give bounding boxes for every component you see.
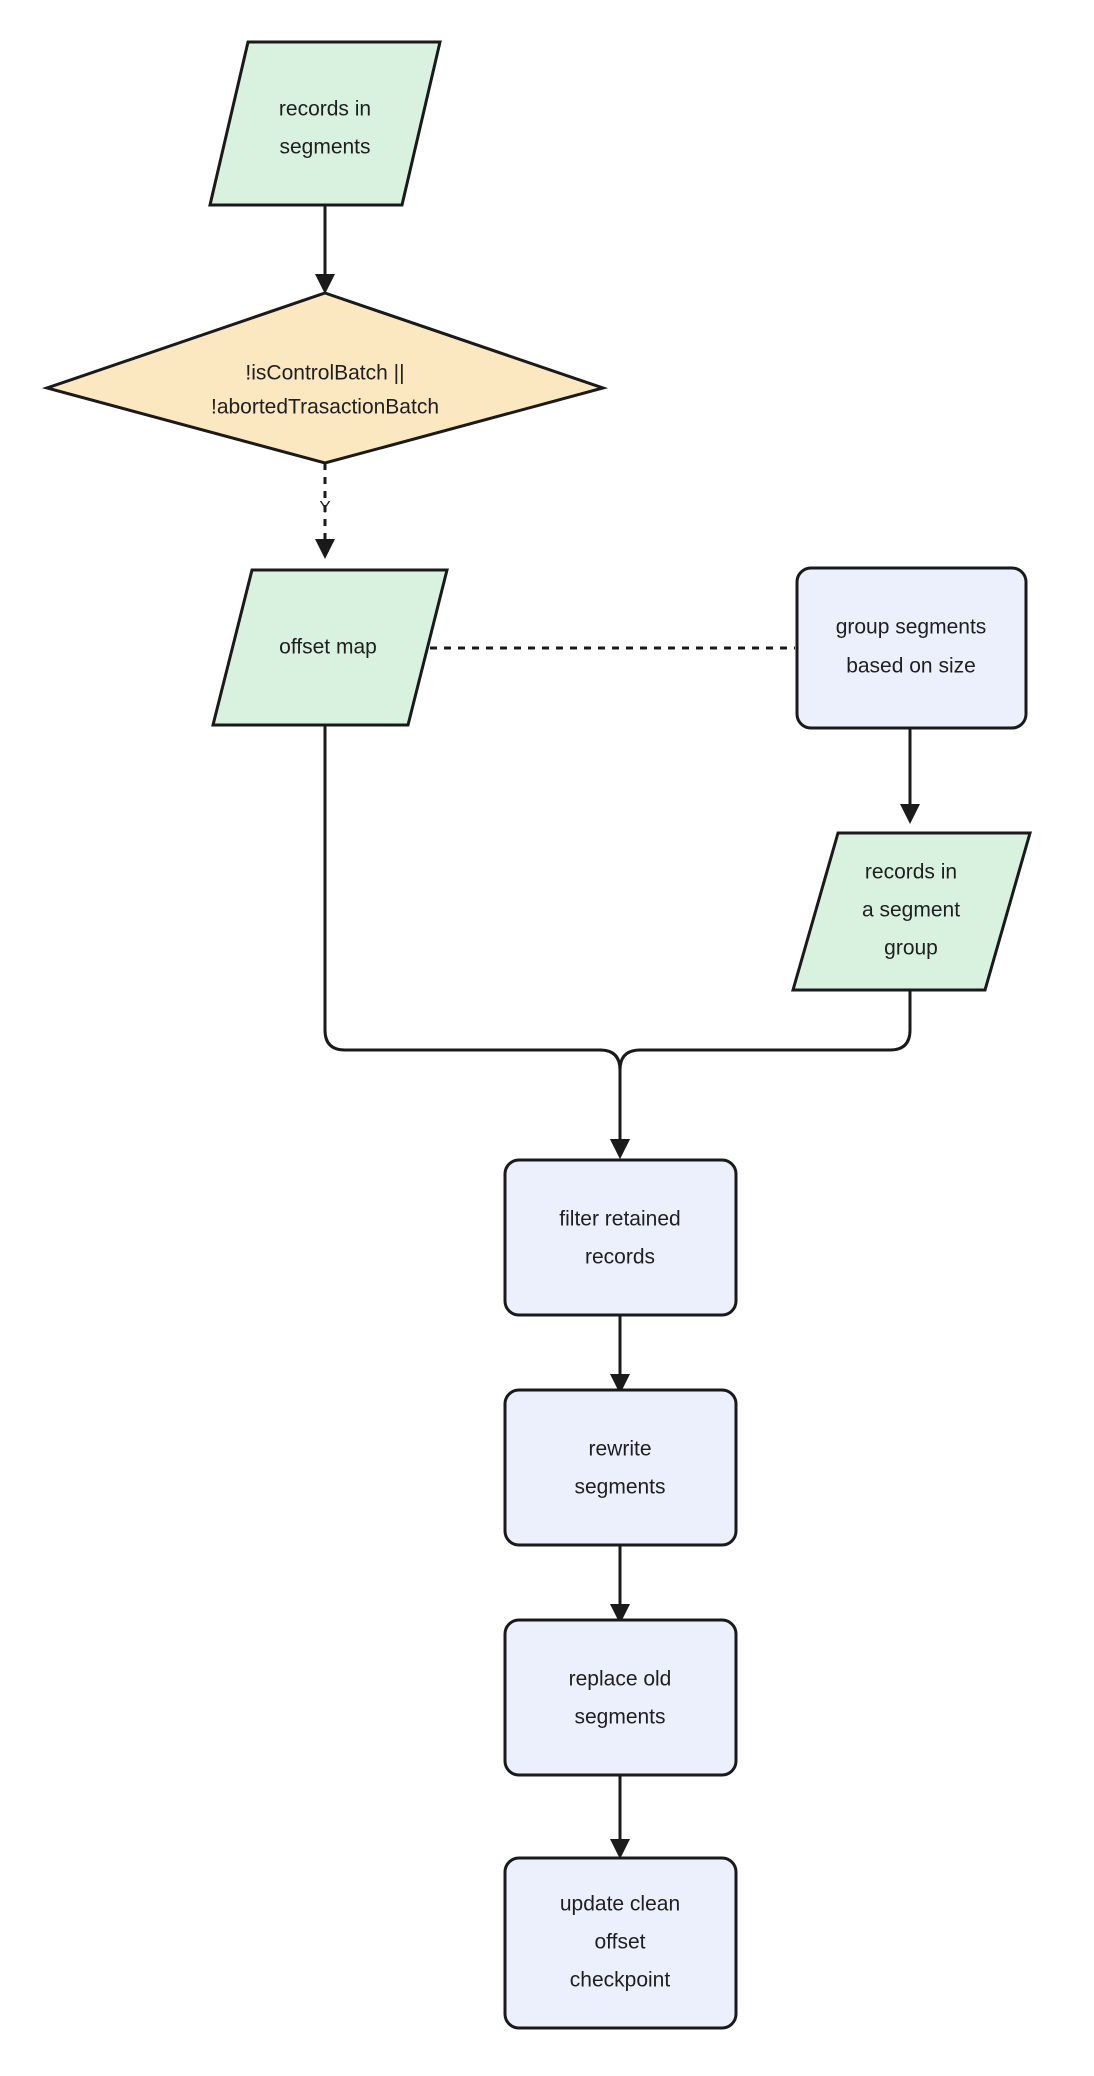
node-label-line: records in	[864, 860, 958, 884]
node-label-line: records in	[278, 97, 372, 121]
node-label-line: a segment	[861, 898, 961, 922]
node-records-in-segment-group[interactable]	[793, 833, 1030, 990]
node-label-line: segments	[574, 1475, 666, 1499]
edge-offset-map-to-filter	[325, 725, 620, 1155]
node-label-line: replace old	[568, 1667, 672, 1691]
node-records-in-segments[interactable]	[210, 42, 440, 205]
edge-label-y: Y	[319, 497, 331, 517]
node-label-line: filter retained	[559, 1207, 681, 1231]
node-label-line: group segments	[835, 615, 987, 639]
node-group-segments[interactable]	[797, 568, 1026, 728]
node-label-line: group	[884, 936, 938, 960]
edge-condition-to-offset-map	[319, 463, 330, 555]
node-label-line: segments	[574, 1705, 666, 1729]
node-label-line: rewrite	[588, 1437, 652, 1461]
node-label-line: segments	[279, 135, 371, 159]
node-label-line: checkpoint	[569, 1968, 671, 1992]
edge-records-group-to-filter	[620, 990, 910, 1155]
node-label-line: !abortedTrasactionBatch	[210, 395, 440, 419]
node-label-line: based on size	[846, 654, 976, 678]
node-offset-map[interactable]	[213, 570, 447, 725]
node-label-line: records	[584, 1245, 656, 1269]
node-label-line: offset map	[279, 635, 377, 659]
node-update-clean-offset-checkpoint[interactable]	[505, 1858, 736, 2028]
node-rewrite-segments[interactable]	[505, 1390, 736, 1545]
node-filter-retained-records[interactable]	[505, 1160, 736, 1315]
node-replace-old-segments[interactable]	[505, 1620, 736, 1775]
node-batch-condition[interactable]	[47, 293, 603, 463]
node-label-line: !isControlBatch ||	[245, 361, 405, 385]
node-label-line: update clean	[559, 1892, 681, 1916]
node-label-line: offset	[594, 1930, 646, 1954]
